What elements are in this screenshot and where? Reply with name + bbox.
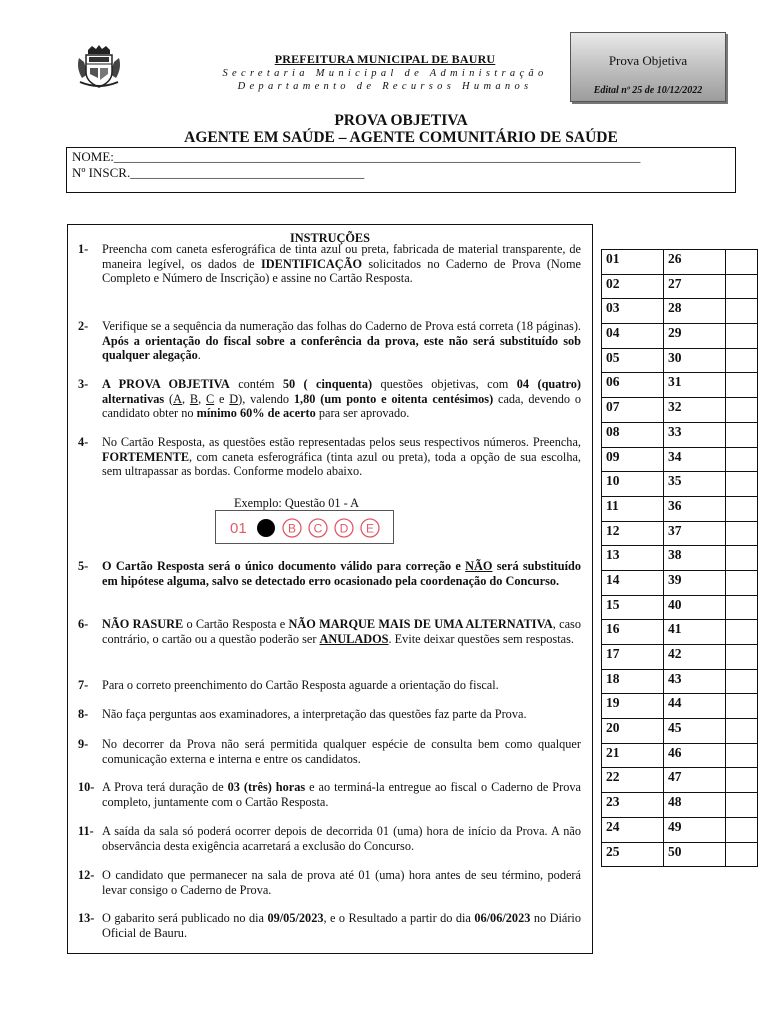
instruction-number: 1- [78, 242, 89, 256]
answer-blank-cell [726, 422, 758, 447]
example-options [283, 519, 379, 537]
instruction-item [78, 911, 581, 940]
instruction-item [78, 377, 581, 421]
instruction-item [78, 868, 581, 897]
instruction-number: 11- [78, 824, 94, 838]
example-option-d: D [339, 521, 349, 536]
question-number: 16 [602, 620, 664, 645]
answer-row [602, 274, 758, 299]
instruction-text-segment: solicitados no Caderno de Prova (Nome Completo e Número de Inscrição) e assine no Cartão Resposta. [102, 256, 581, 286]
question-number: 50 [664, 842, 726, 867]
instruction-text-segment: NÃO MARQUE MAIS DE UMA ALTERNATIVA [288, 617, 553, 631]
instruction-text [102, 435, 581, 479]
instruction-text [102, 911, 581, 940]
answer-blank-cell [726, 595, 758, 620]
question-number: 07 [602, 398, 664, 423]
question-number: 25 [602, 842, 664, 867]
instruction-text-segment: , [198, 391, 206, 406]
question-number: 42 [664, 645, 726, 670]
instruction-text [102, 780, 581, 809]
instruction-text-segment: O candidato que permanecer na sala de prova até 01 (uma) hora antes de seu término, poderá levar consigo o Caderno de Prova. [102, 868, 581, 897]
answer-blank-cell [726, 496, 758, 521]
answer-blank-cell [726, 669, 758, 694]
answer-row [602, 620, 758, 645]
instruction-item [78, 319, 581, 363]
instruction-number: 2- [78, 319, 89, 333]
question-number: 02 [602, 274, 664, 299]
answer-blank-cell [726, 768, 758, 793]
secretaria-line: Secretaria Municipal de Administração [222, 68, 548, 79]
answer-blank-cell [726, 398, 758, 423]
instruction-text-segment: No decorrer da Prova não será permitida qualquer espécie de consulta bem como qualquer comunicação externa e interna e entre os candidatos. [102, 737, 581, 766]
question-number: 44 [664, 694, 726, 719]
question-number: 10 [602, 472, 664, 497]
instruction-text-segment: contém [229, 377, 283, 391]
question-number: 19 [602, 694, 664, 719]
instruction-text [102, 824, 581, 853]
instruction-item [78, 824, 581, 853]
instruction-text-segment: cada, devendo o candidato obter no [102, 391, 582, 421]
instruction-text-segment: . Evite deixar questões sem respostas. [388, 631, 574, 646]
question-number: 15 [602, 595, 664, 620]
answer-blank-cell [726, 793, 758, 818]
instruction-number: 5- [78, 559, 89, 573]
question-number: 23 [602, 793, 664, 818]
instruction-text [102, 678, 581, 693]
instruction-item [78, 559, 581, 588]
instruction-text-segment: O Cartão Resposta será o único documento válido para correção e [102, 559, 466, 573]
instruction-text [102, 617, 581, 646]
instruction-text-segment: ANULADOS [319, 631, 389, 646]
instruction-text-segment: para ser aprovado. [315, 406, 410, 421]
question-number: 47 [664, 768, 726, 793]
question-number: 04 [602, 324, 664, 349]
nome-field: NOME:_________________________________________________________________________________ [72, 149, 641, 164]
example-number: 01 [230, 520, 247, 537]
instruction-text-segment: , [181, 391, 190, 406]
example-label: Exemplo: Questão 01 - A [234, 496, 359, 510]
instruction-text-segment: NÃO [465, 559, 493, 573]
instruction-text-segment: mínimo 60% de acerto [196, 406, 316, 421]
answer-row [602, 472, 758, 497]
instruction-number: 13- [78, 911, 95, 925]
instruction-text-segment: D [229, 391, 239, 406]
answer-row [602, 842, 758, 867]
answer-row [602, 250, 758, 275]
question-number: 28 [664, 299, 726, 324]
badge-edital: Edital nº 25 de 10/12/2022 [593, 85, 703, 96]
answer-row [602, 743, 758, 768]
question-number: 18 [602, 669, 664, 694]
instruction-number: 4- [78, 435, 89, 449]
answer-row [602, 348, 758, 373]
question-number: 39 [664, 570, 726, 595]
identification-box [66, 147, 736, 193]
answer-row [602, 793, 758, 818]
answer-row [602, 570, 758, 595]
answer-blank-cell [726, 570, 758, 595]
instruction-text-segment: B [189, 391, 199, 406]
answer-example [215, 510, 394, 544]
answer-blank-cell [726, 348, 758, 373]
question-number: 27 [664, 274, 726, 299]
example-option-e: E [365, 521, 375, 536]
instruction-text [102, 868, 581, 897]
answer-row [602, 447, 758, 472]
answer-blank-cell [726, 447, 758, 472]
answer-grid [601, 249, 758, 867]
question-number: 05 [602, 348, 664, 373]
answer-blank-cell [726, 373, 758, 398]
instruction-text-segment: 1,80 (um ponto e oitenta centésimos) [293, 391, 494, 406]
instruction-text-segment: e [214, 391, 230, 406]
prefeitura-title: PREFEITURA MUNICIPAL DE BAURU [274, 52, 496, 66]
answer-row [602, 496, 758, 521]
question-number: 35 [664, 472, 726, 497]
instruction-text [102, 242, 581, 286]
question-number: 13 [602, 546, 664, 571]
instruction-text-segment: 50 ( cinquenta) [282, 377, 373, 391]
exam-subtitle: AGENTE EM SAÚDE – AGENTE COMUNITÁRIO DE SAÚDE [184, 129, 618, 146]
answer-blank-cell [726, 719, 758, 744]
instruction-text-segment: ), valendo [238, 391, 294, 406]
instruction-number: 6- [78, 617, 89, 631]
instruction-text-segment: A Prova terá duração de [102, 780, 228, 794]
instruction-text-segment: questões objetivas, com [372, 377, 517, 391]
instruction-number: 3- [78, 377, 89, 391]
instruction-text [102, 707, 581, 722]
instruction-text-segment: o Cartão Resposta e [183, 617, 289, 631]
instruction-text-segment: IDENTIFICAÇÃO [260, 256, 363, 271]
question-number: 45 [664, 719, 726, 744]
prova-badge [570, 32, 726, 102]
instruction-text-segment: Preencha com caneta esferográfica de tinta azul ou preta, fabricada de material transparente, de maneira legível, os dados de [102, 242, 581, 271]
question-number: 33 [664, 422, 726, 447]
answer-row [602, 521, 758, 546]
question-number: 32 [664, 398, 726, 423]
departamento-line: Departamento de Recursos Humanos [237, 81, 533, 92]
answer-row [602, 719, 758, 744]
instruction-text-segment: No Cartão Resposta, as questões estão representadas pelos seus respectivos números. Preencha, [102, 435, 581, 449]
city-crest-logo [74, 44, 124, 90]
answer-row [602, 299, 758, 324]
instruction-text-segment: Para o correto preenchimento do Cartão Resposta aguarde a orientação do fiscal. [102, 678, 499, 692]
question-number: 43 [664, 669, 726, 694]
instruction-number: 12- [78, 868, 95, 882]
question-number: 09 [602, 447, 664, 472]
answer-blank-cell [726, 250, 758, 275]
question-number: 48 [664, 793, 726, 818]
answer-blank-cell [726, 546, 758, 571]
instruction-item [78, 707, 581, 722]
header-block [200, 52, 570, 93]
question-number: 08 [602, 422, 664, 447]
instructions-title: INSTRUÇÕES [290, 231, 370, 245]
instruction-number: 10- [78, 780, 95, 794]
example-filled-bubble [257, 519, 275, 537]
instruction-text-segment: FORTEMENTE [102, 449, 190, 464]
instruction-text-segment: será substituído em hipótese alguma, salvo se detectado erro ocasionado pela coordenação do Concurso. [102, 559, 581, 588]
answer-blank-cell [726, 620, 758, 645]
answer-row [602, 422, 758, 447]
answer-blank-cell [726, 645, 758, 670]
example-option-c: C [313, 521, 323, 536]
instruction-number: 9- [78, 737, 89, 751]
instruction-text-segment: O gabarito será publicado no dia [102, 911, 268, 925]
instruction-text-segment: , caso contrário, o cartão ou a questão poderão ser [102, 617, 581, 646]
question-number: 29 [664, 324, 726, 349]
instruction-text-segment: Não faça perguntas aos examinadores, a interpretação das questões faz parte da Prova. [102, 707, 527, 721]
question-number: 14 [602, 570, 664, 595]
question-number: 41 [664, 620, 726, 645]
answer-blank-cell [726, 694, 758, 719]
instruction-text-segment: ( [164, 391, 174, 406]
instruction-text-segment: , com caneta esferográfica (tinta azul ou preta), toda a opção de sua escolha, sem ultrapassar as bordas. Conforme modelo abaixo. [102, 449, 581, 479]
exam-title: PROVA OBJETIVA [334, 112, 468, 129]
answer-row [602, 669, 758, 694]
question-number: 37 [664, 521, 726, 546]
answer-blank-cell [726, 274, 758, 299]
instruction-text [102, 737, 581, 766]
answer-blank-cell [726, 324, 758, 349]
answer-blank-cell [726, 743, 758, 768]
instruction-item [78, 678, 581, 693]
exam-titles [66, 112, 736, 146]
question-number: 31 [664, 373, 726, 398]
question-number: 22 [602, 768, 664, 793]
question-number: 03 [602, 299, 664, 324]
instruction-item [78, 242, 581, 286]
instruction-text [102, 559, 581, 588]
question-number: 49 [664, 817, 726, 842]
question-number: 30 [664, 348, 726, 373]
instruction-text-segment: no Diário Oficial de Bauru. [102, 911, 581, 940]
badge-title: Prova Objetiva [608, 53, 688, 68]
answer-row [602, 595, 758, 620]
instruction-text-segment: e ao terminá-la entregue ao fiscal o Caderno de Prova completo, juntamente com o Cartão Resposta. [102, 780, 581, 809]
answer-blank-cell [726, 299, 758, 324]
answer-row [602, 694, 758, 719]
instructions-box [67, 224, 593, 954]
instruction-item [78, 435, 581, 479]
question-number: 24 [602, 817, 664, 842]
answer-blank-cell [726, 842, 758, 867]
instruction-text [102, 319, 581, 363]
example-option-b: B [287, 521, 297, 536]
instruction-item [78, 737, 581, 766]
instruction-item [78, 780, 581, 809]
instruction-text-segment: , e o Resultado a partir do dia [323, 911, 475, 925]
inscricao-field: Nº INSCR.____________________________________ [72, 165, 365, 180]
instruction-text-segment: C [205, 391, 215, 406]
question-number: 12 [602, 521, 664, 546]
instruction-text-segment: A saída da sala só poderá ocorrer depois de decorrida 01 (uma) hora de início da Prova. A não observância desta exigência acarretará a exclusão do Concurso. [102, 824, 581, 853]
instruction-text-segment: 04 (quatro) alternativas [102, 377, 581, 406]
instruction-text-segment: . [197, 348, 201, 363]
question-number: 38 [664, 546, 726, 571]
question-number: 17 [602, 645, 664, 670]
instruction-text-segment: Após a orientação do fiscal sobre a conferência da prova, este não será substituído sob qualquer alegação [102, 333, 581, 363]
instruction-number: 8- [78, 707, 89, 721]
answer-row [602, 768, 758, 793]
question-number: 01 [602, 250, 664, 275]
question-number: 36 [664, 496, 726, 521]
answer-row [602, 398, 758, 423]
instruction-text [102, 377, 581, 421]
answer-row [602, 324, 758, 349]
instruction-text-segment: A PROVA OBJETIVA [102, 377, 230, 391]
question-number: 20 [602, 719, 664, 744]
instruction-number: 7- [78, 678, 89, 692]
answer-row [602, 373, 758, 398]
answer-row [602, 546, 758, 571]
instruction-text-segment: NÃO RASURE [102, 617, 184, 631]
instruction-text-segment: 06/06/2023 [474, 911, 531, 925]
answer-blank-cell [726, 817, 758, 842]
question-number: 06 [602, 373, 664, 398]
answer-blank-cell [726, 472, 758, 497]
question-number: 46 [664, 743, 726, 768]
answer-row [602, 817, 758, 842]
answer-blank-cell [726, 521, 758, 546]
question-number: 11 [602, 496, 664, 521]
instruction-text-segment: 09/05/2023 [267, 911, 324, 925]
question-number: 34 [664, 447, 726, 472]
instruction-text-segment: Verifique se a sequência da numeração das folhas do Caderno de Prova está correta (18 páginas). [102, 319, 581, 333]
answer-row [602, 645, 758, 670]
question-number: 40 [664, 595, 726, 620]
question-number: 26 [664, 250, 726, 275]
question-number: 21 [602, 743, 664, 768]
instruction-text-segment: A [173, 391, 182, 406]
instruction-item [78, 617, 581, 646]
instruction-text-segment: 03 (três) horas [227, 780, 306, 794]
